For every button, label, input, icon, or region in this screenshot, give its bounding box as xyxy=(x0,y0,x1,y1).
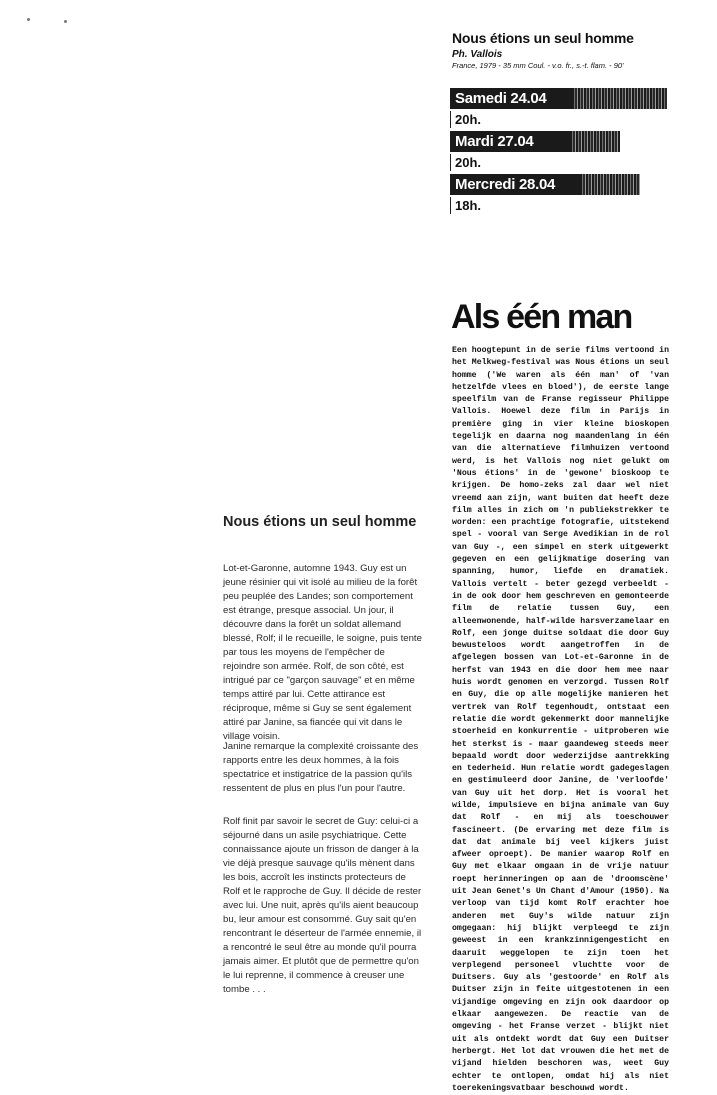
schedule-time-3: 18h. xyxy=(450,197,481,214)
french-paragraph-3: Rolf finit par savoir le secret de Guy: celui-ci a séjourné dans un asile psychiatrique. Cette connaissance ajoute un frisson de danger à la vie déjà presque sauvage qu'ils mènent dans les bois, accroît les instincts protecteurs de Rolf et le rapproche de Guy. Il décide de rester avec lui. Une nuit, après qu'ils aient beaucoup bu, leur amour est consommé. Guy sait qu'en rencontrant le déserteur de l'armée ennemie, il a rencontré le seul être au monde qu'il pourra jamais aimer. Et plutôt que de permettre qu'on le lui reprenne, il commence à creuser une tombe . . . xyxy=(223,816,422,995)
print-texture xyxy=(572,88,667,109)
french-paragraph-1: Lot-et-Garonne, automne 1943. Guy est un jeune résinier qui vit isolé au milieu de la forêt peu peuplée des Landes; son comportement est étrange, presque associal. Un jour, il découvre dans la forêt un soldat allemand blessé, Rolf; il le recueille, le soigne, puis tente par tous les moyens de l'empêcher de rejoindre son armée. Rolf, de son côté, est intrigué par ce "garçon sauvage" et en même temps attiré par lui. Cette attirance est réciproque, même si Guy se sent également attiré par Janine, sa fiancée qui vit dans le village voisin. xyxy=(223,563,422,742)
dutch-article-body: Een hoogtepunt in de serie films vertoond in het Melkweg-festival was Nous étions un seul homme ('We waren als één man' of 'van hetzelfde vlees en bloed'), de eerste lange speelfilm van de Franse regisseur Philippe Vallois. Hoewel deze film in Parijs in première ging in vier kleine bioskopen tegelijk en daarna nog maandenlang in één van die alternatieve filmhuizen vertoond werd, is het Vallois nog niet gelukt om 'Nous étions' in de 'gewone' bioskoop te krijgen. De homo-zeks zal daar wel niet vreemd aan zijn, want buiten dat heeft deze film alles in zich om 'n publiekstrekker te worden: een prachtige fotografie, uitstekend spel - vooral van Serge Avedikian in de rol van Guy -, een simpel en sterk uitgewerkt gegeven en een gelijkmatige dosering van spanning, humor, liefde en dramatiek. Vallois vertelt - beter gezegd verbeeldt - in de ook door hem geschreven en gemonteerde film de relatie tussen Guy, een alleenwonende, half-wilde harsverzamelaar en Rolf, een jonge duitse soldaat die door Guy bewusteloos wordt aangetroffen in de afgelegen bossen van Lot-et-Garonne in de herfst van 1943 en die door hem mee naar huis wordt genomen en verzorgd. Tussen Rolf en Guy, die op alle mogelijke manieren het vertrek van Rolf tegenhoudt, ontstaat een relatie die wordt gekenmerkt door mannelijke stoerheid en konkurrentie - uitproberen wie het sterkst is - maar gaandeweg steeds meer bepaald wordt door wederzijdse aantrekking en tederheid. Hun relatie wordt gadegeslagen en gestimuleerd door Janine, de 'verloofde' van Guy uit het dorp. Het is vooral het wilde, impulsieve en bijna animale van Guy dat Rolf - en mij als toeschouwer fascineert. (De ervaring met deze film is dat dat animale bij veel kijkers juist afweer oproept). De manier waarop Rolf en Guy met elkaar omgaan in de vrije natuur roept herinneringen op aan de 'droomscène' uit Jean Genet's Un Chant d'Amour (1950). Na verloop van tijd komt Rolf erachter hoe anderen met Guy's wilde natuur zijn omgegaan: hij blijkt verpleegd te zijn geweest in een krankzinnigengesticht en daaruit weggelopen te zijn toen het verplegend personeel vluchtte voor de Duitsers. Guy als 'gestoorde' en Rolf als Duitser zijn in feite uitgestotenen in een vijandige omgeving en zijn ook daardoor op elkaar aangewezen. De reactie van de omgeving - het Franse verzet - blijkt niet uit als ontdekt wordt dat Guy een Duitser herbergt. Het lot dat vrouwen die het met de vijand hielden beschoren was, weet Guy echter te ontlopen, omdat hij als niet toerekeningsvatbaar beschouwd wordt. xyxy=(452,346,669,1093)
schedule-time-2: 20h. xyxy=(450,154,481,171)
schedule-day-3 xyxy=(450,174,640,195)
schedule-day-1 xyxy=(450,88,667,109)
film-header xyxy=(452,30,692,70)
film-director: Ph. Vallois xyxy=(452,49,503,60)
french-article-heading: Nous étions un seul homme xyxy=(223,514,417,530)
print-texture xyxy=(570,131,620,152)
schedule-day-label: Samedi 24.04 xyxy=(455,90,547,107)
print-texture xyxy=(580,174,640,195)
schedule-day-2 xyxy=(450,131,620,152)
schedule-day-label: Mardi 27.04 xyxy=(455,133,534,150)
dutch-article-heading: Als één man xyxy=(451,298,632,336)
speck xyxy=(27,18,30,21)
french-paragraph-2: Janine remarque la complexité croissante des rapports entre les deux hommes, à la fois spectatrice et instigatrice de la passion qu'ils ressentent de plus en plus l'un pour l'autre. xyxy=(223,741,419,794)
film-title: Nous étions un seul homme xyxy=(452,30,634,46)
schedule-day-label: Mercredi 28.04 xyxy=(455,176,556,193)
schedule-time-1: 20h. xyxy=(450,111,481,128)
film-specs: France, 1979 - 35 mm Coul. - v.o. fr., s.-t. flam. - 90' xyxy=(452,61,624,70)
speck xyxy=(64,20,67,23)
